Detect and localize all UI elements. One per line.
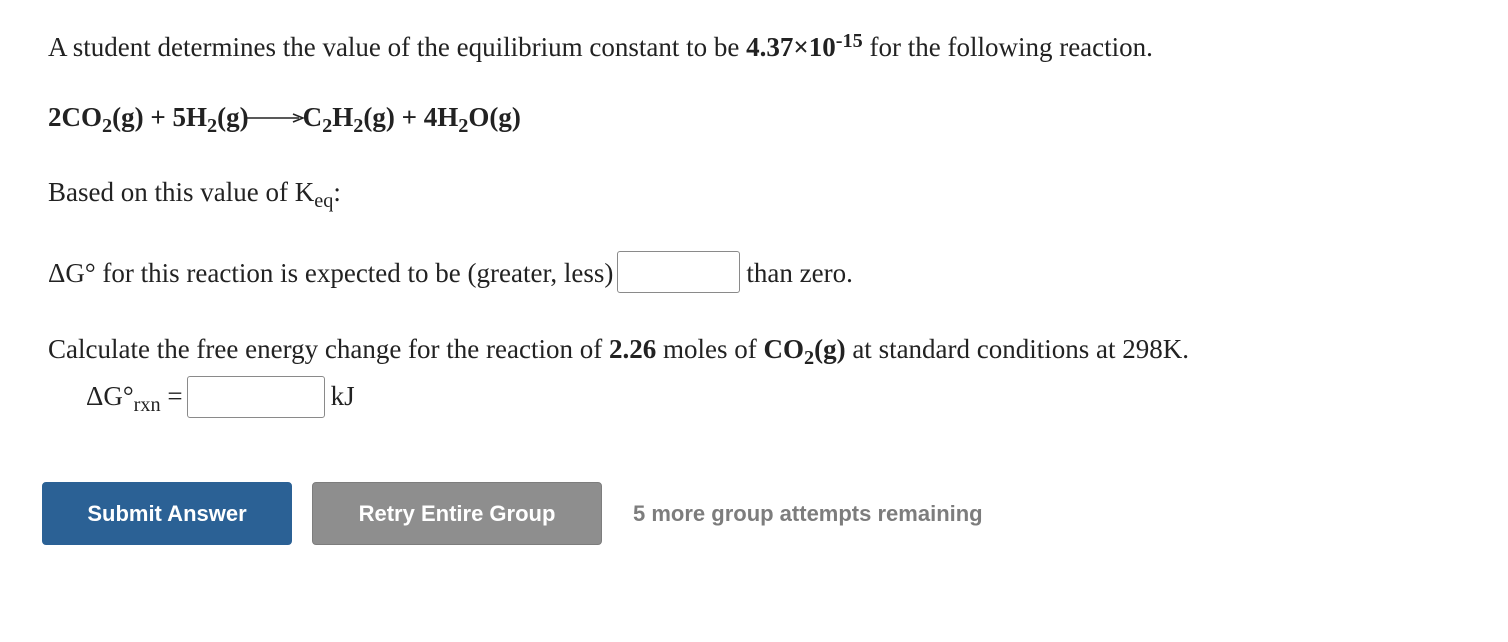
eq-term: H bbox=[332, 102, 354, 132]
attempts-remaining-text: 5 more group attempts remaining bbox=[633, 501, 983, 526]
calc-question bbox=[48, 332, 1190, 370]
dg-rxn-input[interactable] bbox=[187, 376, 325, 418]
based-on-keq-text bbox=[48, 175, 341, 213]
calc-suffix: at standard conditions at 298K. bbox=[845, 334, 1190, 364]
calc-species-formula: CO bbox=[763, 334, 804, 364]
intro-suffix: for the following reaction. bbox=[862, 32, 1153, 62]
eq-term: C bbox=[302, 102, 323, 132]
dg-rxn-symbol: ΔG° bbox=[86, 381, 134, 412]
eq-term: (g) + 4H bbox=[363, 102, 459, 132]
eq-subscript: 2 bbox=[102, 115, 113, 138]
reaction-arrow-icon bbox=[247, 100, 305, 120]
keq-mantissa: 4.37×10 bbox=[746, 32, 836, 62]
calc-species-phase: (g) bbox=[814, 334, 846, 364]
keq-exponent: -15 bbox=[835, 29, 863, 52]
calc-mid: moles of bbox=[656, 334, 764, 364]
eq-subscript: 2 bbox=[458, 115, 469, 138]
dg-rxn-row bbox=[86, 378, 355, 420]
based-prefix: Based on this value of K bbox=[48, 177, 315, 207]
submit-answer-button[interactable]: Submit Answer bbox=[42, 482, 292, 545]
calc-species-subscript: 2 bbox=[803, 347, 815, 370]
eq-subscript: 2 bbox=[353, 115, 364, 138]
eq-term: O(g) bbox=[468, 102, 521, 132]
calc-prefix: Calculate the free energy change for the reaction of bbox=[48, 334, 609, 364]
eq-term: 2CO bbox=[48, 102, 102, 132]
dg-rxn-subscript: rxn bbox=[133, 394, 161, 417]
dg-sign-suffix: than zero. bbox=[746, 258, 853, 289]
retry-entire-group-button[interactable]: Retry Entire Group bbox=[312, 482, 602, 545]
intro-prefix: A student determines the value of the equilibrium constant to be bbox=[48, 32, 747, 62]
dg-sign-question bbox=[48, 255, 853, 297]
eq-term: (g) + 5H bbox=[112, 102, 207, 132]
eq-subscript: 2 bbox=[207, 115, 218, 138]
eq-term: (g) bbox=[217, 102, 249, 132]
based-suffix: : bbox=[333, 177, 341, 207]
calc-species bbox=[763, 334, 846, 370]
question-intro bbox=[48, 30, 1153, 64]
sign-answer-input[interactable] bbox=[617, 251, 740, 293]
calc-moles: 2.26 bbox=[608, 334, 657, 364]
keq-subscript: eq bbox=[314, 190, 334, 213]
dg-rxn-unit: kJ bbox=[330, 381, 355, 412]
reaction-equation bbox=[48, 100, 521, 138]
dg-rxn-equals: = bbox=[167, 381, 183, 412]
keq-value bbox=[746, 29, 863, 62]
dg-sign-prefix: ΔG° for this reaction is expected to be (greater, less) bbox=[48, 258, 614, 289]
eq-subscript: 2 bbox=[322, 115, 333, 138]
